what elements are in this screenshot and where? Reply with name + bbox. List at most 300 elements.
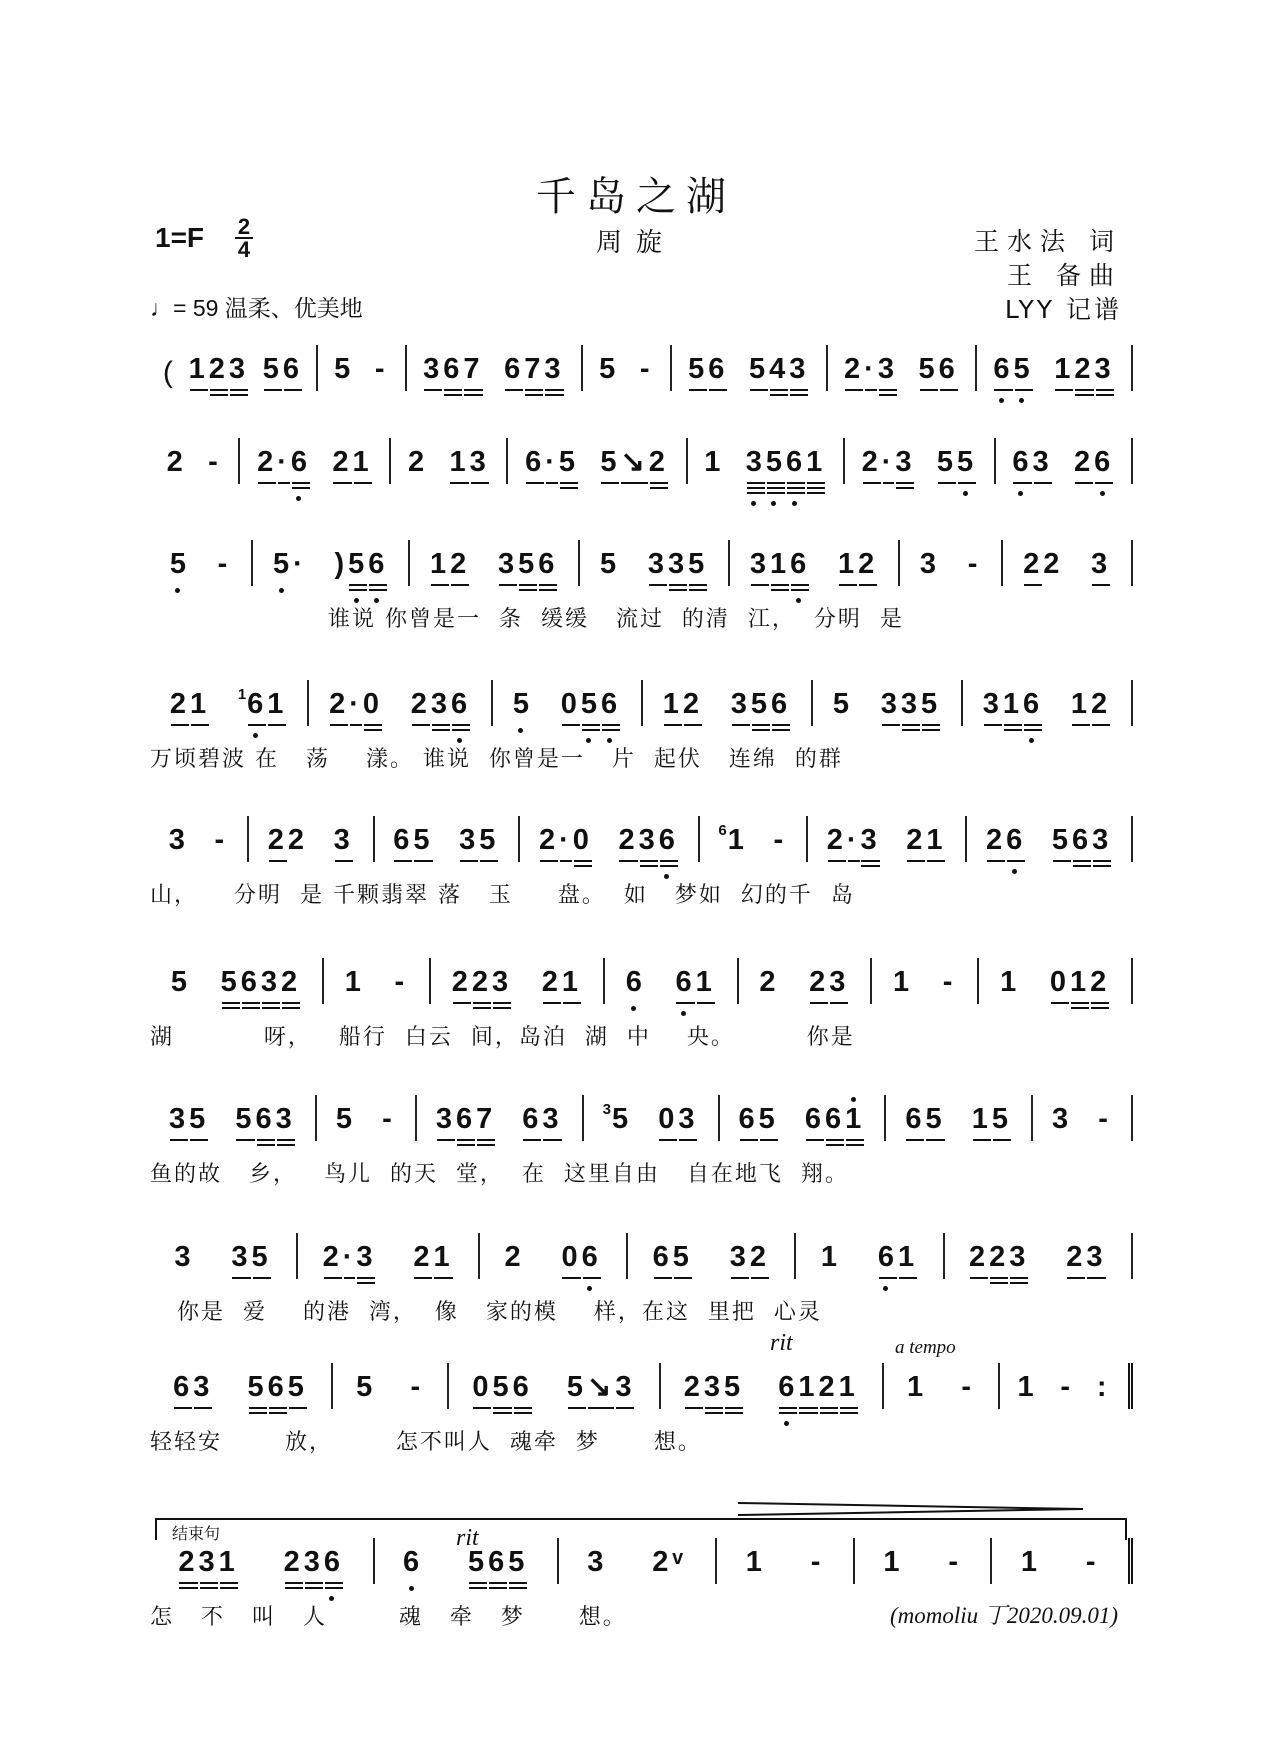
- beat: [675, 964, 715, 1004]
- beat: [919, 351, 959, 391]
- underline: [200, 1587, 218, 1589]
- beat: [170, 546, 190, 586]
- beat: [423, 351, 483, 391]
- low-octave-dot: [681, 1011, 686, 1016]
- underline: [751, 1277, 769, 1279]
- beat: [600, 444, 669, 484]
- underline: [432, 729, 450, 731]
- underline: [464, 394, 482, 396]
- underline: [364, 729, 382, 731]
- beat-notes: 56: [918, 353, 959, 385]
- underline: [973, 1139, 991, 1141]
- beat-notes: 1: [727, 824, 748, 856]
- beat-notes: 21: [906, 824, 947, 856]
- beat-notes: 5: [170, 966, 191, 998]
- score-row: [150, 438, 1133, 484]
- beat: [472, 1369, 532, 1409]
- underline: [771, 589, 789, 591]
- underline: [1004, 729, 1022, 731]
- beat-notes: 231: [178, 1546, 239, 1578]
- underline: [1015, 389, 1033, 391]
- beat-notes: -: [942, 966, 957, 998]
- underline: [582, 724, 600, 726]
- underline: [282, 1002, 300, 1004]
- tempo-marking: ♩= 59 温柔、优美地: [150, 295, 363, 321]
- beat-notes: 236: [283, 1546, 345, 1578]
- underline: [424, 389, 442, 391]
- beat: [169, 822, 189, 862]
- underline: [493, 1412, 511, 1414]
- beat-notes: 1: [893, 966, 914, 998]
- beat-notes: 565: [247, 1371, 308, 1403]
- underline: [200, 1582, 218, 1584]
- underline: [369, 589, 387, 591]
- beat: [1098, 1101, 1112, 1141]
- beat-notes: 22: [1023, 548, 1064, 580]
- beat: [983, 686, 1043, 726]
- underline: [277, 1144, 295, 1146]
- underline: [772, 724, 790, 726]
- underline: [369, 584, 387, 586]
- composer-credit: 王 备曲: [1007, 261, 1122, 290]
- underline: [840, 1407, 858, 1409]
- underline: [364, 724, 382, 726]
- low-octave-dot: [253, 733, 258, 738]
- measure: [150, 816, 249, 862]
- song-title: 千岛之湖: [536, 174, 736, 220]
- underline: [846, 1139, 864, 1141]
- beat: [943, 964, 957, 1004]
- measure: [963, 680, 1133, 726]
- beat-notes: )56: [334, 548, 389, 580]
- measure: [253, 540, 410, 586]
- beat: [862, 444, 916, 484]
- ending-label: 结束句: [172, 1524, 221, 1543]
- underline: [493, 1002, 511, 1004]
- underline: [927, 860, 945, 862]
- underline: [248, 724, 266, 726]
- underline: [277, 1139, 295, 1141]
- grace-note: 3: [602, 1101, 611, 1118]
- measure: [730, 540, 900, 586]
- beat-notes: 61: [247, 688, 288, 720]
- beat: [906, 822, 946, 862]
- beat: [513, 686, 533, 726]
- beat: [231, 1239, 271, 1279]
- low-octave-dot: [771, 501, 776, 506]
- measure: [605, 958, 739, 1004]
- transcriber-credit: LYY 记谱: [1004, 295, 1122, 324]
- beat-notes: 61: [675, 966, 716, 998]
- beat: [189, 351, 249, 391]
- beat: [972, 1101, 1012, 1141]
- measure: [150, 345, 318, 391]
- underline: [751, 584, 769, 586]
- beat-notes: 3: [1052, 1103, 1073, 1135]
- underline: [896, 482, 914, 484]
- beat: [268, 822, 308, 862]
- underline: [1067, 1277, 1085, 1279]
- measure: [967, 816, 1133, 862]
- measure: [855, 1538, 993, 1584]
- beat: [746, 1544, 766, 1584]
- underline: [848, 860, 860, 862]
- underline: [970, 1277, 988, 1279]
- beat-notes: 21: [332, 446, 373, 478]
- underline: [861, 865, 879, 867]
- underline: [330, 724, 348, 726]
- underline: [563, 1002, 581, 1004]
- beat: [221, 964, 302, 1004]
- underline: [1007, 860, 1025, 862]
- measure: [309, 680, 493, 726]
- score-row: [150, 1363, 1133, 1409]
- beat: [749, 351, 809, 391]
- beat: [961, 1369, 975, 1409]
- underline: [940, 389, 958, 391]
- low-octave-dot: [751, 501, 756, 506]
- measure: [900, 540, 1003, 586]
- beat: [1054, 351, 1114, 391]
- underline: [210, 394, 228, 396]
- beat-notes: 367: [435, 1103, 497, 1135]
- beat-notes: 5·: [272, 548, 307, 580]
- underline: [588, 1407, 614, 1409]
- underline: [179, 1587, 197, 1589]
- underline: [460, 860, 478, 862]
- beat-notes: 236: [618, 824, 679, 856]
- underline: [1034, 482, 1052, 484]
- beat: [759, 964, 779, 1004]
- underline: [799, 1407, 817, 1409]
- underline: [740, 1139, 758, 1141]
- beat: [648, 546, 708, 586]
- underline: [994, 389, 1012, 391]
- underline: [787, 487, 805, 489]
- underline: [471, 482, 489, 484]
- underline: [230, 389, 248, 391]
- score-row: [150, 1233, 1133, 1279]
- beat-notes: 56: [688, 353, 729, 385]
- underline: [171, 724, 189, 726]
- underline: [499, 584, 517, 586]
- underline: [1055, 389, 1073, 391]
- beat-notes: 65: [652, 1241, 693, 1273]
- underline: [896, 487, 914, 489]
- underline: [525, 389, 543, 391]
- underline: [452, 724, 470, 726]
- measure: [249, 816, 375, 862]
- beat-notes: 2: [408, 446, 429, 478]
- underline: [325, 1582, 343, 1584]
- measure: [688, 438, 845, 484]
- beat: [208, 444, 222, 484]
- beat-notes: 26: [1074, 446, 1115, 478]
- score-row: [150, 1538, 1133, 1584]
- beat-notes: 2ᵛ: [652, 1546, 687, 1578]
- grace-note: 6: [718, 822, 727, 839]
- underline: [505, 389, 523, 391]
- beat: [411, 686, 471, 726]
- underline: [806, 1139, 824, 1141]
- underline: [1071, 1007, 1089, 1009]
- underline: [732, 724, 750, 726]
- underline: [222, 1002, 240, 1004]
- beat: [653, 1239, 693, 1279]
- ending-bracket: [155, 1518, 1127, 1540]
- beat-notes: 35: [231, 1241, 272, 1273]
- underline: [285, 1587, 303, 1589]
- underline: [357, 1277, 375, 1279]
- beat-notes: 673: [504, 353, 565, 385]
- beat: [1091, 546, 1111, 586]
- underline: [242, 1007, 260, 1009]
- beat: [430, 546, 470, 586]
- underline: [545, 389, 563, 391]
- beat: [504, 351, 564, 391]
- beat: [238, 686, 288, 726]
- beat-notes: 335: [880, 688, 942, 720]
- beat-notes: 012: [1049, 966, 1111, 998]
- underline: [437, 1139, 455, 1141]
- underline: [865, 389, 877, 391]
- underline: [840, 1412, 858, 1414]
- beat: [452, 964, 512, 1004]
- underline: [582, 729, 600, 731]
- beat: [334, 351, 354, 391]
- underline: [820, 1412, 838, 1414]
- underline: [514, 1407, 532, 1409]
- measure: [813, 680, 963, 726]
- beat-notes: 12: [1070, 688, 1112, 720]
- underline: [325, 1587, 343, 1589]
- measure: [884, 1363, 1000, 1409]
- underline: [269, 1407, 287, 1409]
- low-octave-dot: [1018, 491, 1023, 496]
- beat-notes: 2: [759, 966, 780, 998]
- underline: [882, 724, 900, 726]
- beat-notes: 2: [166, 446, 187, 478]
- underline: [899, 1277, 917, 1279]
- beat: [257, 444, 311, 484]
- underline: [453, 1002, 471, 1004]
- beat: [393, 822, 433, 862]
- score-row: [150, 345, 1133, 391]
- underline: [452, 729, 470, 731]
- underline: [1010, 1277, 1028, 1279]
- underline: [414, 1277, 432, 1279]
- underline: [349, 584, 367, 586]
- measure: [150, 958, 324, 1004]
- beat-notes: 1: [820, 1241, 842, 1273]
- beat: [587, 1544, 607, 1584]
- underline: [767, 492, 785, 494]
- beat-notes: 3: [919, 548, 941, 580]
- underline: [305, 1582, 323, 1584]
- underline: [190, 1139, 208, 1141]
- grace-note: 1: [237, 686, 247, 703]
- underline: [839, 584, 857, 586]
- underline: [493, 1407, 511, 1409]
- low-octave-dot: [883, 1286, 888, 1291]
- underline: [1024, 724, 1042, 726]
- beat-notes: 223: [969, 1241, 1030, 1273]
- beat-notes: 3: [333, 824, 354, 856]
- measure: [796, 1233, 944, 1279]
- beat-notes: 1: [906, 1371, 928, 1403]
- beat-notes: 235: [683, 1371, 745, 1403]
- beat-notes: 35: [459, 824, 500, 856]
- underline: [602, 729, 620, 731]
- beat: [329, 686, 383, 726]
- underline: [268, 724, 286, 726]
- beat: [1000, 964, 1020, 1004]
- underline: [545, 394, 563, 396]
- underline: [747, 492, 765, 494]
- beat: [356, 1369, 376, 1409]
- underline: [1091, 1007, 1109, 1009]
- low-octave-dot: [1029, 738, 1034, 743]
- beat: [1021, 1544, 1041, 1584]
- underline: [583, 1277, 601, 1279]
- decrescendo-hairpin: [738, 1502, 1083, 1516]
- beat: [731, 686, 791, 726]
- beat: [169, 1101, 209, 1141]
- underline: [258, 482, 276, 484]
- underline: [1075, 389, 1093, 391]
- low-octave-dot: [631, 1006, 636, 1011]
- measure: [407, 345, 583, 391]
- beat-notes: 61: [877, 1241, 919, 1273]
- low-octave-dot: [784, 1421, 789, 1426]
- underline: [879, 389, 897, 391]
- beat-notes: 5: [356, 1371, 377, 1403]
- beat: [969, 1239, 1029, 1279]
- measure: [872, 958, 979, 1004]
- underline: [284, 389, 302, 391]
- beat: [986, 822, 1026, 862]
- beat-notes: 6121: [778, 1371, 859, 1403]
- underline: [669, 589, 687, 591]
- beat: [567, 1369, 636, 1409]
- beat-notes: 6: [625, 966, 646, 998]
- beat: [1050, 964, 1110, 1004]
- beat: [603, 1101, 632, 1141]
- underline: [473, 1407, 491, 1409]
- beat-notes: 21: [541, 966, 583, 998]
- underline: [1092, 584, 1110, 586]
- time-signature: [235, 216, 253, 260]
- underline: [790, 394, 808, 396]
- key-signature: 1=F: [155, 222, 205, 253]
- lyricist-credit: 王水法 词: [974, 227, 1122, 256]
- beat-notes: 21: [169, 688, 211, 720]
- beat: [542, 964, 582, 1004]
- underline: [640, 860, 658, 862]
- score-row: [150, 680, 1133, 726]
- low-octave-dot: [296, 496, 301, 501]
- beat-notes: 12: [837, 548, 879, 580]
- beat-notes: 3: [587, 1546, 608, 1578]
- underline: [333, 482, 351, 484]
- beat: [1060, 1369, 1074, 1409]
- underline: [879, 394, 897, 396]
- beat: [844, 351, 898, 391]
- beat: [688, 351, 728, 391]
- underline: [650, 487, 668, 489]
- underline: [760, 1139, 778, 1141]
- underline: [194, 1407, 212, 1409]
- beat: [750, 546, 810, 586]
- beat-notes: 1: [344, 966, 365, 998]
- beat: [167, 444, 187, 484]
- underline: [179, 1582, 197, 1584]
- beat: [626, 964, 646, 1004]
- measure: [333, 1363, 449, 1409]
- underline: [705, 1407, 723, 1409]
- underline: [560, 860, 572, 862]
- lyrics-line: 湖 呀， 船行 白云 间，岛泊 湖 中 央。 你是: [150, 1025, 855, 1050]
- beat: [332, 444, 372, 484]
- beat-notes: 236: [410, 688, 472, 720]
- beat: [658, 1101, 698, 1141]
- beat: [408, 444, 428, 484]
- lyrics-line: 鱼的故 乡， 鸟儿 的天 堂， 在 这里自由 自在地飞 翔。: [150, 1162, 849, 1187]
- underline: [621, 482, 647, 484]
- underline: [1051, 1002, 1069, 1004]
- underline: [770, 394, 788, 396]
- beat-notes: 56: [262, 353, 303, 385]
- underline: [731, 1277, 749, 1279]
- underline: [473, 1007, 491, 1009]
- beat: [173, 1369, 213, 1409]
- beat: [334, 546, 388, 586]
- underline: [879, 1277, 897, 1279]
- beat-notes: 6·5: [525, 446, 579, 478]
- underline: [262, 1002, 280, 1004]
- underline: [210, 389, 228, 391]
- measure: [324, 958, 431, 1004]
- underline: [469, 1582, 487, 1584]
- measure: [240, 438, 391, 484]
- beat-notes: :: [1096, 1371, 1111, 1403]
- beat-notes: 5632: [220, 966, 302, 998]
- underline: [826, 1139, 844, 1141]
- low-octave-dot: [279, 588, 284, 593]
- transcription-credit: (momoliu 丁2020.09.01): [890, 1603, 1119, 1628]
- beat: [640, 351, 654, 391]
- rit-marking: rit: [770, 1330, 793, 1356]
- underline: [725, 1407, 743, 1409]
- beat: [1074, 444, 1114, 484]
- beat: [323, 1239, 377, 1279]
- beat-notes: 65: [993, 353, 1034, 385]
- beat: [382, 1101, 396, 1141]
- measure: [150, 1233, 298, 1279]
- beat: [600, 546, 620, 586]
- measure: [480, 1233, 628, 1279]
- underline: [1075, 394, 1093, 396]
- beat-notes: 5: [832, 688, 853, 720]
- singer-name: 周旋: [595, 228, 676, 258]
- underline: [984, 724, 1002, 726]
- beat: [171, 964, 191, 1004]
- measure: [845, 438, 996, 484]
- beat-notes: 5↘2: [600, 446, 669, 478]
- underline: [902, 729, 920, 731]
- measure: [996, 438, 1133, 484]
- beat: [937, 444, 977, 484]
